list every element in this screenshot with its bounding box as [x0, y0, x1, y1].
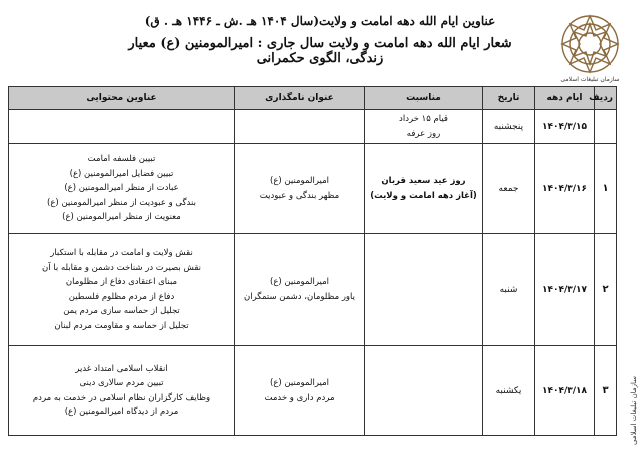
row-naming [235, 110, 365, 144]
row-naming [235, 144, 365, 234]
occasion-line: روز عرفه [406, 128, 441, 139]
row-occasion [365, 346, 483, 436]
topic-line: دفاع از مردم مظلوم فلسطین [68, 291, 175, 302]
occasion-line: روز عید سعید قربان [381, 175, 466, 186]
topic-line: انقلاب اسلامی امتداد غدیر [75, 363, 168, 374]
table-row [9, 144, 617, 234]
logo-caption: سازمان تبلیغات اسلامی [560, 76, 620, 83]
row-occasion [365, 234, 483, 346]
topic-line: مبنای اعتقادی دفاع از مظلومان [65, 277, 178, 287]
row-day: جمعه [483, 144, 535, 234]
row-date: ۱۴۰۴/۳/۱۶ [535, 144, 595, 234]
topic-line: مردم از دیدگاه امیرالمومنین (ع) [64, 407, 179, 417]
side-caption: سازمان تبلیغات اسلامی [630, 376, 638, 446]
row-naming [235, 234, 365, 346]
topic-line: تبیین فلسفه امامت [87, 154, 156, 165]
topic-line: معنویت از منظر امیرالمومنین (ع) [62, 212, 181, 223]
row-naming [235, 346, 365, 436]
topic-line: بندگی و عبودیت از منظر امیرالمومنین (ع) [47, 197, 196, 208]
occasion-line: قیام ۱۵ خرداد [399, 113, 448, 124]
naming-line: امیرالمومنین (ع) [270, 175, 329, 186]
side-caption-strip [606, 86, 640, 453]
table-header-row [9, 87, 617, 110]
row-occasion [365, 144, 483, 234]
column-header-topics: عناوین محتوایی [9, 87, 235, 110]
row-occasion [365, 110, 483, 144]
column-header-days: ایام دهه [535, 87, 595, 110]
column-header-radif: ردیف [595, 87, 617, 110]
occasion-line: (آغاز دهه امامت و ولایت) [370, 190, 477, 201]
row-number: ۲ [595, 234, 617, 346]
row-day: یکشنبه [483, 346, 535, 436]
schedule-table [8, 86, 617, 436]
naming-line: امیرالمومنین (ع) [270, 276, 329, 287]
row-date: ۱۴۰۴/۳/۱۸ [535, 346, 595, 436]
column-header-occasion: مناسبت [365, 87, 483, 110]
row-topics [9, 346, 235, 436]
row-date: ۱۴۰۴/۳/۱۵ [535, 110, 595, 144]
topic-line: عبادت از منظر امیرالمومنین (ع) [64, 183, 179, 194]
row-date: ۱۴۰۴/۳/۱۷ [535, 234, 595, 346]
topic-line: نقش بصیرت در شناخت دشمن و مقابله با آن [41, 262, 201, 273]
row-topics [9, 234, 235, 346]
row-topics [9, 110, 235, 144]
topic-line: تجلیل از حماسه سازی مردم یمن [63, 306, 180, 316]
row-day: شنبه [483, 234, 535, 346]
document-slogan: شعار ایام الله دهه امامت و ولایت سال جاری : امیرالمومنین (ع) معیار زندگی، الگوی حکمرانی [128, 36, 512, 66]
table-row [9, 110, 617, 144]
topic-line: نقش ولایت و امامت در مقابله با استکبار [50, 248, 193, 258]
row-day: پنجشنبه [483, 110, 535, 144]
naming-line: امیرالمومنین (ع) [270, 377, 329, 388]
topic-line: وظایف کارگزاران نظام اسلامی در خدمت به مردم [32, 392, 211, 403]
column-header-naming: عنوان نامگذاری [235, 87, 365, 110]
document-title: عناوین ایام الله دهه امامت و ولایت(سال ۱۴۰۴ هـ .ش ـ ۱۴۴۶ هـ . ق) [144, 14, 496, 28]
naming-line: یاور مظلومان، دشمن ستمگران [243, 291, 355, 302]
table-row [9, 346, 617, 436]
naming-line: مظهر بندگی و عبودیت [259, 190, 340, 201]
table-row [9, 234, 617, 346]
topic-line: تجلیل از حماسه و مقاومت مردم لبنان [54, 320, 189, 331]
column-header-date: تاریخ [483, 87, 535, 110]
row-number: ۱ [595, 144, 617, 234]
row-topics [9, 144, 235, 234]
row-number: ۳ [595, 346, 617, 436]
topic-line: تبیین مردم سالاری دینی [79, 378, 164, 388]
naming-line: مردم داری و خدمت [264, 392, 335, 403]
topic-line: تبیین فضایل امیرالمومنین (ع) [69, 168, 174, 179]
